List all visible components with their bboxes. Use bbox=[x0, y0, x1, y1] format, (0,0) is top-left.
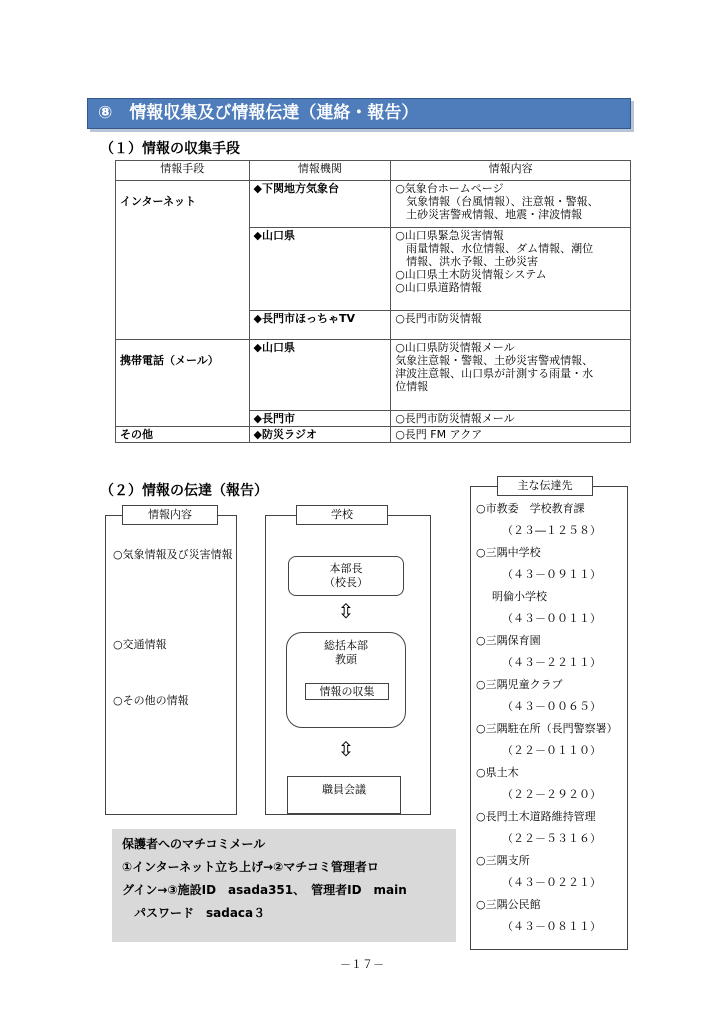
mail-line: グイン→③施設ID asada351、 管理者ID main bbox=[122, 883, 407, 897]
info-item-traffic: ○交通情報 bbox=[113, 638, 167, 651]
content-cell: ○山口県防災情報メール 気象注意報・警報、土砂災害警戒情報、 津波注意報、山口県が計測する雨量・水 位情報 bbox=[391, 340, 631, 411]
list-item-phone: （２２－２９２０） bbox=[502, 788, 601, 801]
double-arrow-icon: ⇳ bbox=[337, 737, 355, 761]
content-cell: ○長門 FM アクア bbox=[391, 427, 631, 443]
list-item: ○三隅公民館 bbox=[476, 898, 541, 911]
list-item: ○三隅駐在所（長門警察署） bbox=[476, 722, 618, 735]
list-item-phone: （４３－２２１１） bbox=[502, 656, 601, 669]
org-cell: ◆長門市ほっちゃTV bbox=[249, 311, 391, 340]
school-title: 学校 bbox=[296, 505, 388, 525]
info-collect-label: 情報の収集 bbox=[305, 683, 389, 700]
section-heading: ⑧ 情報収集及び情報伝達（連絡・報告） bbox=[87, 98, 631, 129]
mail-line: パスワード sadaca３ bbox=[122, 906, 266, 920]
header-org: 情報機関 bbox=[249, 161, 391, 181]
list-item: ○県土木 bbox=[476, 766, 519, 779]
content-cell: ○気象台ホームページ 気象情報（台風情報）、注意報・警報、 土砂災害警戒情報、地震・津波情報 bbox=[391, 181, 631, 228]
staff-meeting-box: 職員会議 bbox=[287, 776, 401, 814]
list-item-phone: （４３－０８１１） bbox=[502, 920, 601, 933]
table-row bbox=[116, 427, 631, 443]
means-internet: インターネット bbox=[116, 181, 250, 340]
header-means: 情報手段 bbox=[116, 161, 250, 181]
org-cell: ◆防災ラジオ bbox=[249, 427, 391, 443]
mail-line: 保護者へのマチコミメール bbox=[122, 837, 266, 851]
list-item: ○三隅児童クラブ bbox=[476, 678, 563, 691]
list-item-phone: （２３―１２５８） bbox=[502, 524, 601, 537]
list-item-phone: （２２－５３１６） bbox=[502, 832, 601, 845]
section2-title: （２）情報の伝達（報告） bbox=[100, 483, 268, 499]
content-cell: ○山口県緊急災害情報 雨量情報、水位情報、ダム情報、潮位 情報、洪水予報、土砂災害 ○山口県土木防災情報システム ○山口県道路情報 bbox=[391, 228, 631, 311]
means-other: その他 bbox=[116, 427, 250, 443]
table-row bbox=[116, 340, 631, 411]
org-cell: ◆山口県 bbox=[249, 228, 391, 311]
destinations-title: 主な伝達先 bbox=[497, 476, 593, 496]
org-cell: ◆山口県 bbox=[249, 340, 391, 411]
org-cell: ◆長門市 bbox=[249, 411, 391, 427]
list-item-phone: （４３－００６５） bbox=[502, 700, 601, 713]
list-item-phone: （４３－００１１） bbox=[502, 612, 601, 625]
info-item-weather: ○気象情報及び災害情報 bbox=[113, 548, 233, 561]
info-collection-table bbox=[115, 160, 631, 443]
content-cell: ○長門市防災情報メール bbox=[391, 411, 631, 427]
list-item-phone: （４３－０９１１） bbox=[502, 568, 601, 581]
list-item: ○市教委 学校教育課 bbox=[476, 502, 585, 515]
means-mobile: 携帯電話（メール） bbox=[116, 340, 250, 427]
general-hq-box: 総括本部 教頭 bbox=[286, 632, 406, 728]
mail-line: ①インターネット立ち上げ→②マチコミ管理者ロ bbox=[122, 860, 379, 874]
list-item: ○三隅保育園 bbox=[476, 634, 541, 647]
list-item: ○長門土木道路維持管理 bbox=[476, 810, 596, 823]
headquarters-chief-box: 本部長 （校長） bbox=[288, 556, 404, 596]
org-cell: ◆下関地方気象台 bbox=[249, 181, 391, 228]
header-content: 情報内容 bbox=[391, 161, 631, 181]
section1-title: （１）情報の収集手段 bbox=[100, 141, 240, 157]
list-item: 明倫小学校 bbox=[492, 590, 547, 603]
table-row bbox=[116, 181, 631, 228]
info-item-other: ○その他の情報 bbox=[113, 694, 189, 707]
list-item-phone: （２２－０１１０） bbox=[502, 744, 601, 757]
destinations-list bbox=[476, 498, 628, 938]
page-number: －１７－ bbox=[340, 958, 384, 971]
list-item-phone: （４３－０２２１） bbox=[502, 876, 601, 889]
parent-mail-box bbox=[112, 829, 456, 942]
list-item: ○三隅中学校 bbox=[476, 546, 541, 559]
double-arrow-icon: ⇳ bbox=[337, 599, 355, 623]
list-item: ○三隅支所 bbox=[476, 854, 530, 867]
table-header-row bbox=[116, 161, 631, 181]
info-content-title: 情報内容 bbox=[122, 505, 218, 525]
content-cell: ○長門市防災情報 bbox=[391, 311, 631, 340]
